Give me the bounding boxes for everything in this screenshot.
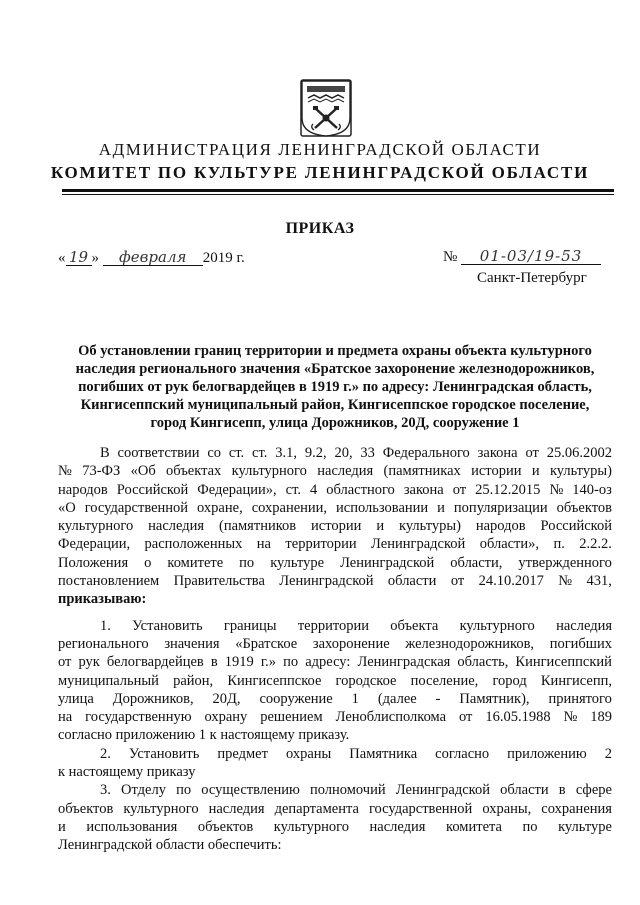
date-day-handwritten: 19 <box>66 249 92 266</box>
subject-line: наследия регионального значения «Братское захоронение железнодорожников, <box>75 361 595 377</box>
subject-line: город Кингисепп, улица Дорожников, 20Д, сооружение 1 <box>150 415 520 431</box>
item3-line: и использования объектов культурного наследия комитета по культуре <box>58 818 612 835</box>
coat-of-arms-icon <box>299 78 353 138</box>
subject-line: Кингисеппский муниципальный район, Кингисеппское городское поселение, <box>80 397 590 413</box>
body-line: народов Российской Федерации», ст. 4 областного закона от 25.12.2015 № 140-оз <box>58 481 612 498</box>
item2-line: 2. Установить предмет охраны Памятника согласно приложению 2 <box>100 745 612 762</box>
item1-line: регионального значения «Братское захоронение железнодорожников, погибших <box>58 635 612 652</box>
header-rule-thick <box>62 189 614 192</box>
order-word: приказываю: <box>58 591 147 608</box>
order-title: ПРИКАЗ <box>285 220 355 237</box>
date-year: 2019 г. <box>202 250 245 266</box>
organization-name: АДМИНИСТРАЦИЯ ЛЕНИНГРАДСКОЙ ОБЛАСТИ <box>98 140 542 159</box>
number-sign: № <box>443 249 458 265</box>
item1-line: улица Дорожников, 20Д, сооружение 1 (далее - Памятник), принятого <box>58 690 612 707</box>
item1-line: от рук белогвардейцев в 1919 г.» по адресу: Ленинградская область, Кингисеппский <box>58 654 612 671</box>
date-open-quote: « <box>58 250 66 266</box>
subject-line: погибших от рук белогвардейцев в 1919 г.» по адресу: Ленинградская область, <box>78 379 592 395</box>
item2-line: к настоящему приказу <box>58 764 196 781</box>
order-date <box>58 249 245 267</box>
item3-line: объектов культурного наследия департамента государственной охраны, сохранения <box>58 800 612 817</box>
item1-line: муниципальный район, Кингисеппское городское поселение, город Кингисепп, <box>58 672 612 689</box>
body-line: культурного наследия (памятников истории и культуры) народов Российской <box>58 518 612 535</box>
body-line: Положения о комитете по культуре Ленинградской области, утвержденного <box>58 554 612 571</box>
date-month-handwritten: февраля <box>103 249 203 266</box>
item3-line: Ленинградской области обеспечить: <box>58 837 282 854</box>
body-line: № 73-ФЗ «Об объектах культурного наследия (памятниках истории и культуры) <box>58 463 612 480</box>
body-line: «О государственной охране, сохранении, использовании и популяризации объектов <box>58 499 612 516</box>
committee-name: КОМИТЕТ ПО КУЛЬТУРЕ ЛЕНИНГРАДСКОЙ ОБЛАСТИ <box>50 163 590 182</box>
date-close-quote: » <box>91 250 99 266</box>
subject-line: Об установлении границ территории и предмета охраны объекта культурного <box>78 343 592 359</box>
body-line: постановлением Правительства Ленинградской области от 24.10.2017 № 431, <box>58 573 612 590</box>
body-line: Федерации, расположенных на территории Ленинградской области», п. 2.2.2. <box>58 536 612 553</box>
order-body <box>58 444 612 855</box>
order-number <box>443 248 601 266</box>
body-line: В соответствии со ст. ст. 3.1, 9.2, 20, 33 Федерального закона от 25.06.2002 <box>100 445 612 461</box>
item1-line: на государственную охрану решением Леноблисполкома от 16.05.1988 № 189 <box>58 709 612 726</box>
item3-line: 3. Отделу по осуществлению полномочий Ленинградской области в сфере <box>100 782 612 799</box>
header-rule-thin <box>62 194 614 195</box>
item1-line: согласно приложению 1 к настоящему приказу. <box>58 727 350 744</box>
paragraph-gap <box>58 609 612 617</box>
order-city: Санкт-Петербург <box>477 270 587 286</box>
order-number-handwritten: 01-03/19-53 <box>461 248 601 265</box>
item1-line: 1. Установить границы территории объекта культурного наследия <box>100 617 612 634</box>
order-subject <box>58 342 612 432</box>
